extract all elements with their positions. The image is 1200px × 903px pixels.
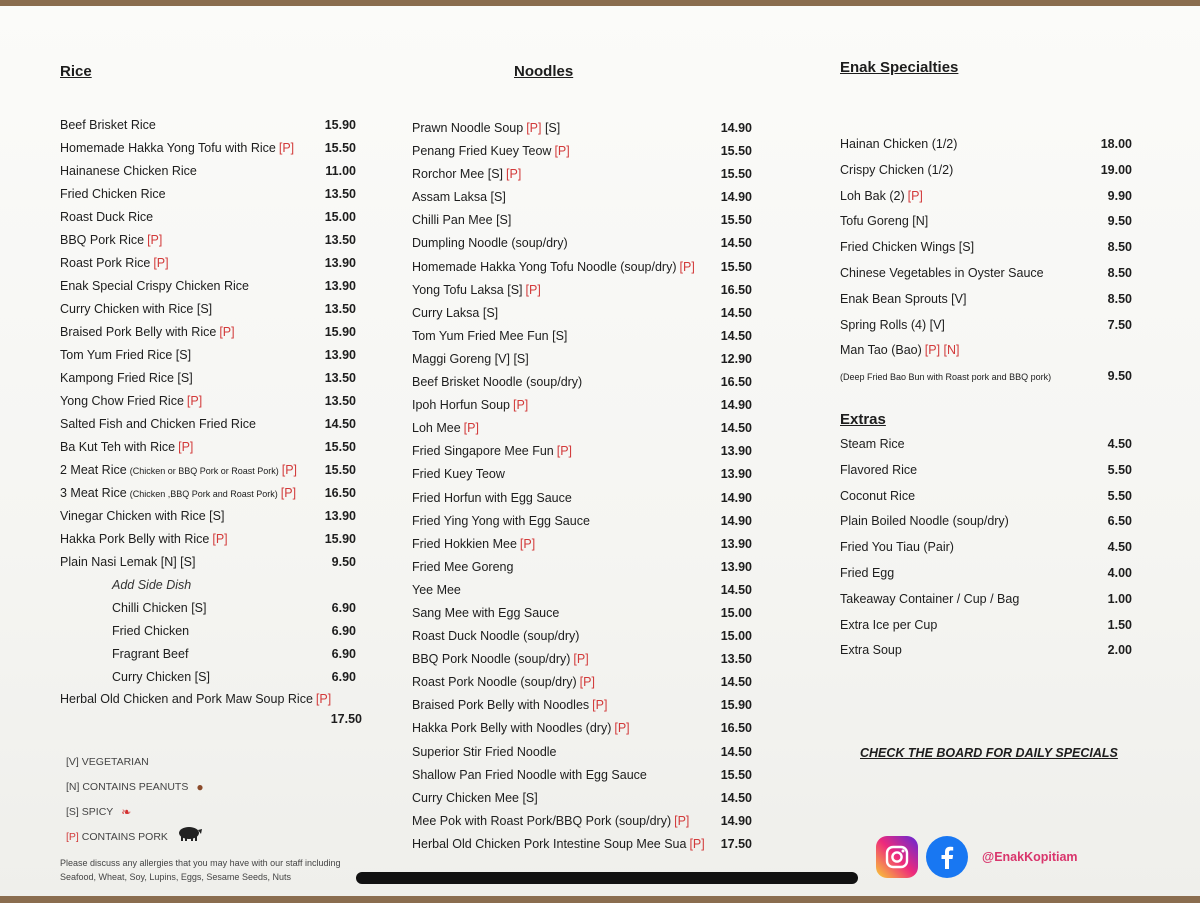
menu-item xyxy=(60,183,356,206)
item-tag: [P] xyxy=(519,536,536,551)
item-name: Roast Duck Noodle (soup/dry) xyxy=(412,629,580,644)
item-name: Plain Nasi Lemak [N] [S] xyxy=(60,555,196,569)
menu-item xyxy=(840,587,1132,613)
menu-item xyxy=(60,344,356,367)
allergy-note: Please discuss any allergies that you may have with our staff including Seafood, Wheat, Soy, Lupins, Eggs, Sesame Seeds, Nuts xyxy=(60,858,341,882)
legend xyxy=(66,750,366,850)
item-tag: [P] xyxy=(219,325,235,339)
menu-item xyxy=(412,463,752,486)
item-tag: [P] xyxy=(592,698,608,713)
item-name: Extra Ice per Cup xyxy=(840,617,938,632)
item-price: 15.00 xyxy=(720,629,752,644)
item-tag: [P] xyxy=(674,813,690,828)
menu-item xyxy=(60,436,356,459)
item-tag: [P] xyxy=(614,721,630,736)
item-name: Fried Mee Goreng xyxy=(412,559,514,574)
menu-item xyxy=(840,338,1132,364)
item-price: 6.90 xyxy=(331,670,356,684)
item-name: Homemade Hakka Yong Tofu Noodle (soup/dry) [P] xyxy=(412,259,695,274)
item-name: Braised Pork Belly with Noodles [P] xyxy=(412,698,608,713)
item-tag: [P] xyxy=(907,188,923,203)
menu-item xyxy=(60,160,356,183)
menu-item xyxy=(412,510,752,533)
menu-item xyxy=(60,528,356,551)
item-price: 13.50 xyxy=(324,187,356,201)
menu-item xyxy=(412,602,752,625)
rice-section xyxy=(60,60,362,729)
menu-item xyxy=(412,163,752,186)
menu-item xyxy=(60,620,356,643)
item-price: 19.00 xyxy=(1100,162,1132,177)
item-price: 15.50 xyxy=(720,259,752,274)
item-name: Shallow Pan Fried Noodle with Egg Sauce xyxy=(412,767,647,782)
item-price: 1.00 xyxy=(1107,591,1132,606)
menu-item xyxy=(412,348,752,371)
menu-sheet xyxy=(0,6,1200,896)
menu-item xyxy=(840,184,1132,210)
menu-item xyxy=(412,279,752,302)
item-price: 15.50 xyxy=(720,144,752,159)
extras-heading: Extras xyxy=(840,410,886,428)
menu-item xyxy=(60,252,356,275)
item-tag: [P] xyxy=(554,144,570,159)
menu-item xyxy=(412,440,752,463)
item-price: 14.50 xyxy=(720,328,752,343)
item-name: Dumpling Noodle (soup/dry) xyxy=(412,236,568,251)
item-price: 13.50 xyxy=(720,652,752,667)
menu-item xyxy=(412,487,752,510)
menu-item xyxy=(412,787,752,810)
peanut-icon: ● xyxy=(196,780,204,794)
item-name: Chilli Pan Mee [S] xyxy=(412,213,512,228)
menu-item xyxy=(412,717,752,740)
menu-item xyxy=(60,114,356,137)
item-tag: [P] xyxy=(573,652,589,667)
item-tag: [P] xyxy=(212,532,228,546)
menu-item xyxy=(60,459,356,482)
item-name: Spring Rolls (4) [V] xyxy=(840,317,945,332)
menu-item xyxy=(412,671,752,694)
item-detail: (Chicken or BBQ Pork or Roast Pork) xyxy=(129,466,279,476)
item-name: Assam Laksa [S] xyxy=(412,190,506,205)
item-tag: [P] xyxy=(153,256,169,270)
item-name: Takeaway Container / Cup / Bag xyxy=(840,591,1020,606)
menu-item xyxy=(412,232,752,255)
item-name: Mee Pok with Roast Pork/BBQ Pork (soup/dry) [P] xyxy=(412,813,690,828)
item-price: 15.90 xyxy=(324,325,356,339)
item-name: Rorchor Mee [S] [P] xyxy=(412,167,522,182)
item-name: Ba Kut Teh with Rice [P] xyxy=(60,440,194,454)
item-price: 1.50 xyxy=(1107,617,1132,632)
item-name: Fried Chicken xyxy=(112,624,190,638)
item-name: Braised Pork Belly with Rice [P] xyxy=(60,325,235,339)
item-name: Fried Egg xyxy=(840,565,895,580)
menu-item xyxy=(60,482,356,505)
menu-item xyxy=(60,367,356,390)
item-name: Hainan Chicken (1/2) xyxy=(840,137,958,151)
item-name: Beef Brisket Rice xyxy=(60,118,156,132)
item-price: 15.90 xyxy=(324,118,356,132)
item-name: Ipoh Horfun Soup [P] xyxy=(412,398,529,413)
item-name: Curry Laksa [S] xyxy=(412,305,499,320)
item-name: Extra Soup xyxy=(840,643,902,658)
home-indicator-bar[interactable] xyxy=(356,872,858,884)
item-price: 14.50 xyxy=(720,305,752,320)
menu-item xyxy=(840,235,1132,261)
instagram-icon[interactable] xyxy=(876,836,918,878)
item-name: Fried Ying Yong with Egg Sauce xyxy=(412,513,590,528)
item-price: 5.50 xyxy=(1107,462,1132,477)
legend-pork: [P] CONTAINS PORK xyxy=(66,825,366,850)
item-price: 4.50 xyxy=(1107,436,1132,451)
item-price: 6.90 xyxy=(331,601,356,615)
item-name: Curry Chicken [S] xyxy=(112,670,210,684)
item-price: 15.90 xyxy=(720,698,752,713)
item-price: 14.50 xyxy=(720,582,752,597)
item-price: 14.90 xyxy=(720,190,752,205)
item-price: 6.90 xyxy=(331,624,356,638)
item-name: Chilli Chicken [S] xyxy=(112,601,207,615)
specialties-list xyxy=(840,132,1132,364)
menu-item xyxy=(60,275,356,298)
menu-item xyxy=(60,597,356,620)
item-name: Fried Hokkien Mee [P] xyxy=(412,536,536,551)
item-price: 6.50 xyxy=(1107,514,1132,529)
menu-item xyxy=(60,229,356,252)
item-detail: (Chicken ,BBQ Pork and Roast Pork) xyxy=(129,489,278,499)
item-name: Coconut Rice xyxy=(840,488,916,503)
menu-item xyxy=(840,261,1132,287)
side-dish-list xyxy=(60,597,356,689)
item-price: 13.90 xyxy=(324,279,356,293)
menu-item xyxy=(60,321,356,344)
menu-item xyxy=(840,132,1132,158)
item-name: BBQ Pork Noodle (soup/dry) [P] xyxy=(412,652,589,667)
chili-icon: ❧ xyxy=(121,805,132,819)
menu-item xyxy=(60,413,356,436)
item-price: 18.00 xyxy=(1100,137,1132,151)
item-price: 15.50 xyxy=(720,767,752,782)
item-price: 4.00 xyxy=(1107,565,1132,580)
item-name: Fried Chicken Wings [S] xyxy=(840,240,975,255)
item-price: 13.90 xyxy=(324,256,356,270)
item-name: 3 Meat Rice (Chicken ,BBQ Pork and Roast Pork) [P] xyxy=(60,486,297,500)
menu-item xyxy=(412,556,752,579)
menu-item xyxy=(412,741,752,764)
menu-item xyxy=(840,509,1132,535)
item-tag: [P] xyxy=(556,444,573,459)
specialties-heading: Enak Specialties xyxy=(840,59,959,76)
menu-item: Herbal Old Chicken and Pork Maw Soup Rice [P] 17.50 xyxy=(60,689,356,729)
item-price: 16.50 xyxy=(720,375,752,390)
item-name: Hakka Pork Belly with Noodles (dry) [P] xyxy=(412,721,630,736)
item-price: 13.90 xyxy=(720,444,752,459)
item-price: 13.90 xyxy=(720,559,752,574)
item-price: 15.50 xyxy=(324,141,356,155)
item-tag: [P] xyxy=(463,421,479,436)
bao-note: (Deep Fried Bao Bun with Roast pork and BBQ pork) xyxy=(840,372,1052,383)
extras-list xyxy=(840,432,1132,664)
menu-item xyxy=(60,390,356,413)
item-tag: [P] xyxy=(280,486,297,500)
legend-peanuts: [N] CONTAINS PEANUTS ● xyxy=(66,775,366,800)
item-name: Fried Kuey Teow xyxy=(412,467,505,482)
item-price: 13.50 xyxy=(324,394,356,408)
item-price: 16.50 xyxy=(720,721,752,736)
item-price: 7.50 xyxy=(1107,317,1132,332)
social-links xyxy=(876,836,1078,878)
menu-item xyxy=(60,666,356,689)
item-name: Kampong Fried Rice [S] xyxy=(60,371,193,385)
noodles-section xyxy=(412,60,752,856)
item-price: 14.90 xyxy=(720,398,752,413)
item-price: 12.90 xyxy=(720,351,752,366)
item-name: Crispy Chicken (1/2) xyxy=(840,162,954,177)
menu-item xyxy=(60,505,356,528)
item-tag: [P] xyxy=(278,141,295,155)
item-price: 14.90 xyxy=(720,121,752,135)
item-name: Fried Chicken Rice xyxy=(60,187,166,201)
item-tag: [P] xyxy=(513,398,529,413)
item-price: 14.90 xyxy=(720,513,752,528)
menu-item xyxy=(840,313,1132,339)
item-name: Man Tao (Bao) [P] [N] xyxy=(840,343,960,358)
menu-item xyxy=(412,325,752,348)
item-name: BBQ Pork Rice [P] xyxy=(60,233,163,247)
menu-item xyxy=(412,764,752,787)
item-name: Beef Brisket Noodle (soup/dry) xyxy=(412,375,583,390)
item-price: 14.90 xyxy=(720,813,752,828)
menu-item xyxy=(412,694,752,717)
item-price: 9.50 xyxy=(1107,369,1132,384)
menu-item xyxy=(412,186,752,209)
item-name: Yong Chow Fried Rice [P] xyxy=(60,394,203,408)
item-price: 16.50 xyxy=(720,282,752,297)
item-name: Fried Horfun with Egg Sauce xyxy=(412,490,572,505)
item-name: Loh Bak (2) [P] xyxy=(840,188,923,203)
menu-item xyxy=(840,484,1132,510)
item-name: Roast Pork Noodle (soup/dry) [P] xyxy=(412,675,595,690)
item-name: Salted Fish and Chicken Fried Rice xyxy=(60,417,256,431)
item-tag: [P] xyxy=(679,259,695,274)
item-price: 2.00 xyxy=(1107,643,1132,658)
item-name: Penang Fried Kuey Teow [P] xyxy=(412,144,570,159)
item-price: 15.00 xyxy=(324,210,356,224)
menu-item xyxy=(412,625,752,648)
menu-item xyxy=(412,579,752,602)
item-price: 13.50 xyxy=(324,302,356,316)
menu-item xyxy=(412,256,752,279)
item-tag: [P] xyxy=(525,282,541,297)
specialties-section xyxy=(840,56,1132,664)
item-price: 9.90 xyxy=(1107,188,1132,203)
item-name: Loh Mee [P] xyxy=(412,421,479,436)
item-price: 8.50 xyxy=(1107,291,1132,306)
menu-item xyxy=(412,371,752,394)
facebook-icon[interactable] xyxy=(926,836,968,878)
item-price: 14.50 xyxy=(720,744,752,759)
item-name: Vinegar Chicken with Rice [S] xyxy=(60,509,225,523)
item-name: Hakka Pork Belly with Rice [P] xyxy=(60,532,228,546)
item-name: Roast Duck Rice xyxy=(60,210,154,224)
item-tag: [P] xyxy=(689,836,705,851)
menu-item xyxy=(412,833,752,856)
item-tag: [P] xyxy=(281,463,298,477)
item-name: Curry Chicken Mee [S] xyxy=(412,790,538,805)
item-price: 16.50 xyxy=(324,486,356,500)
rice-heading: Rice xyxy=(60,63,92,80)
item-price: 13.90 xyxy=(720,467,752,482)
menu-item xyxy=(412,302,752,325)
item-tag: [P] xyxy=(186,394,203,408)
item-price: 17.50 xyxy=(330,712,362,726)
daily-specials-note: CHECK THE BOARD FOR DAILY SPECIALS xyxy=(860,746,1118,760)
item-price: 15.50 xyxy=(720,167,752,182)
item-name: Maggi Goreng [V] [S] xyxy=(412,351,529,366)
menu-item xyxy=(412,417,752,440)
item-price: 15.50 xyxy=(324,463,356,477)
item-price: 13.50 xyxy=(324,233,356,247)
item-price: 13.90 xyxy=(324,509,356,523)
menu-item xyxy=(840,638,1132,664)
item-price: 6.90 xyxy=(331,647,356,661)
noodles-heading: Noodles xyxy=(514,63,574,80)
item-name: 2 Meat Rice (Chicken or BBQ Pork or Roast Pork) [P] xyxy=(60,463,298,477)
item-price: 14.50 xyxy=(720,421,752,436)
item-price: 17.50 xyxy=(720,836,752,851)
item-name: Superior Stir Fried Noodle xyxy=(412,744,557,759)
menu-item xyxy=(840,458,1132,484)
item-tag: [P] xyxy=(579,675,595,690)
menu-item xyxy=(412,394,752,417)
menu-item xyxy=(840,364,1132,390)
item-price: 8.50 xyxy=(1107,265,1132,280)
item-price: 14.50 xyxy=(720,790,752,805)
item-name: Prawn Noodle Soup [P] [S] xyxy=(412,121,561,135)
item-price: 9.50 xyxy=(331,555,356,569)
item-name: Tom Yum Fried Rice [S] xyxy=(60,348,192,362)
item-name: Tom Yum Fried Mee Fun [S] xyxy=(412,328,568,343)
item-name: Fragrant Beef xyxy=(112,647,189,661)
rice-list xyxy=(60,114,356,574)
menu-item xyxy=(60,643,356,666)
menu-item xyxy=(840,158,1132,184)
item-price: 15.50 xyxy=(720,213,752,228)
item-price: 13.50 xyxy=(324,371,356,385)
legend-spicy: [S] SPICY ❧ xyxy=(66,800,366,825)
item-price: 14.90 xyxy=(720,490,752,505)
menu-item xyxy=(840,432,1132,458)
item-name: Fried You Tiau (Pair) xyxy=(840,540,954,555)
item-price: 15.90 xyxy=(324,532,356,546)
item-name: Tofu Goreng [N] xyxy=(840,214,929,229)
item-price: 14.50 xyxy=(324,417,356,431)
menu-item xyxy=(412,810,752,833)
item-price: 9.50 xyxy=(1107,214,1132,229)
item-tag: [P] xyxy=(147,233,163,247)
menu-item xyxy=(412,648,752,671)
item-tag: [P] xyxy=(506,167,522,182)
item-name: Plain Boiled Noodle (soup/dry) xyxy=(840,514,1009,529)
item-price: 14.50 xyxy=(720,236,752,251)
social-handle[interactable]: @EnakKopitiam xyxy=(982,850,1078,864)
item-name: Sang Mee with Egg Sauce xyxy=(412,605,560,620)
item-price: 5.50 xyxy=(1107,488,1132,503)
item-price: 13.90 xyxy=(324,348,356,362)
item-name: Hainanese Chicken Rice xyxy=(60,164,197,178)
menu-item xyxy=(840,613,1132,639)
menu-item xyxy=(840,209,1132,235)
menu-item xyxy=(412,117,752,140)
menu-item xyxy=(412,533,752,556)
legend-vegetarian: [V] VEGETARIAN xyxy=(66,756,149,768)
pig-icon xyxy=(176,825,202,850)
menu-item xyxy=(412,209,752,232)
item-price: 8.50 xyxy=(1107,240,1132,255)
item-price: 15.00 xyxy=(720,605,752,620)
side-dish-heading: Add Side Dish xyxy=(112,578,192,592)
item-name: Flavored Rice xyxy=(840,462,918,477)
item-tag: [P] xyxy=(178,440,194,454)
item-name: Yee Mee xyxy=(412,582,461,597)
item-name: Steam Rice xyxy=(840,436,905,451)
item-name: Yong Tofu Laksa [S] [P] xyxy=(412,282,541,297)
item-tag: [P] [N] xyxy=(924,343,960,358)
item-price: 13.90 xyxy=(720,536,752,551)
menu-item xyxy=(60,551,356,574)
menu-item xyxy=(840,535,1132,561)
menu-item xyxy=(840,561,1132,587)
menu-item xyxy=(60,137,356,160)
item-name: Herbal Old Chicken Pork Intestine Soup Mee Sua [P] xyxy=(412,836,705,851)
item-name: Roast Pork Rice [P] xyxy=(60,256,169,270)
menu-item xyxy=(840,287,1132,313)
item-price: 15.50 xyxy=(324,440,356,454)
item-name: Enak Special Crispy Chicken Rice xyxy=(60,279,249,293)
item-name: Homemade Hakka Yong Tofu with Rice [P] xyxy=(60,141,295,155)
item-price: 14.50 xyxy=(720,675,752,690)
item-name: Chinese Vegetables in Oyster Sauce xyxy=(840,265,1044,280)
menu-item xyxy=(60,298,356,321)
item-name: Fried Singapore Mee Fun [P] xyxy=(412,444,573,459)
menu-item xyxy=(60,206,356,229)
item-price: 4.50 xyxy=(1107,540,1132,555)
item-price: 11.00 xyxy=(325,164,356,178)
menu-item xyxy=(412,140,752,163)
item-name: Curry Chicken with Rice [S] xyxy=(60,302,213,316)
noodles-list xyxy=(412,117,752,856)
item-tag: [P] xyxy=(526,121,542,135)
item-name: Enak Bean Sprouts [V] xyxy=(840,291,967,306)
